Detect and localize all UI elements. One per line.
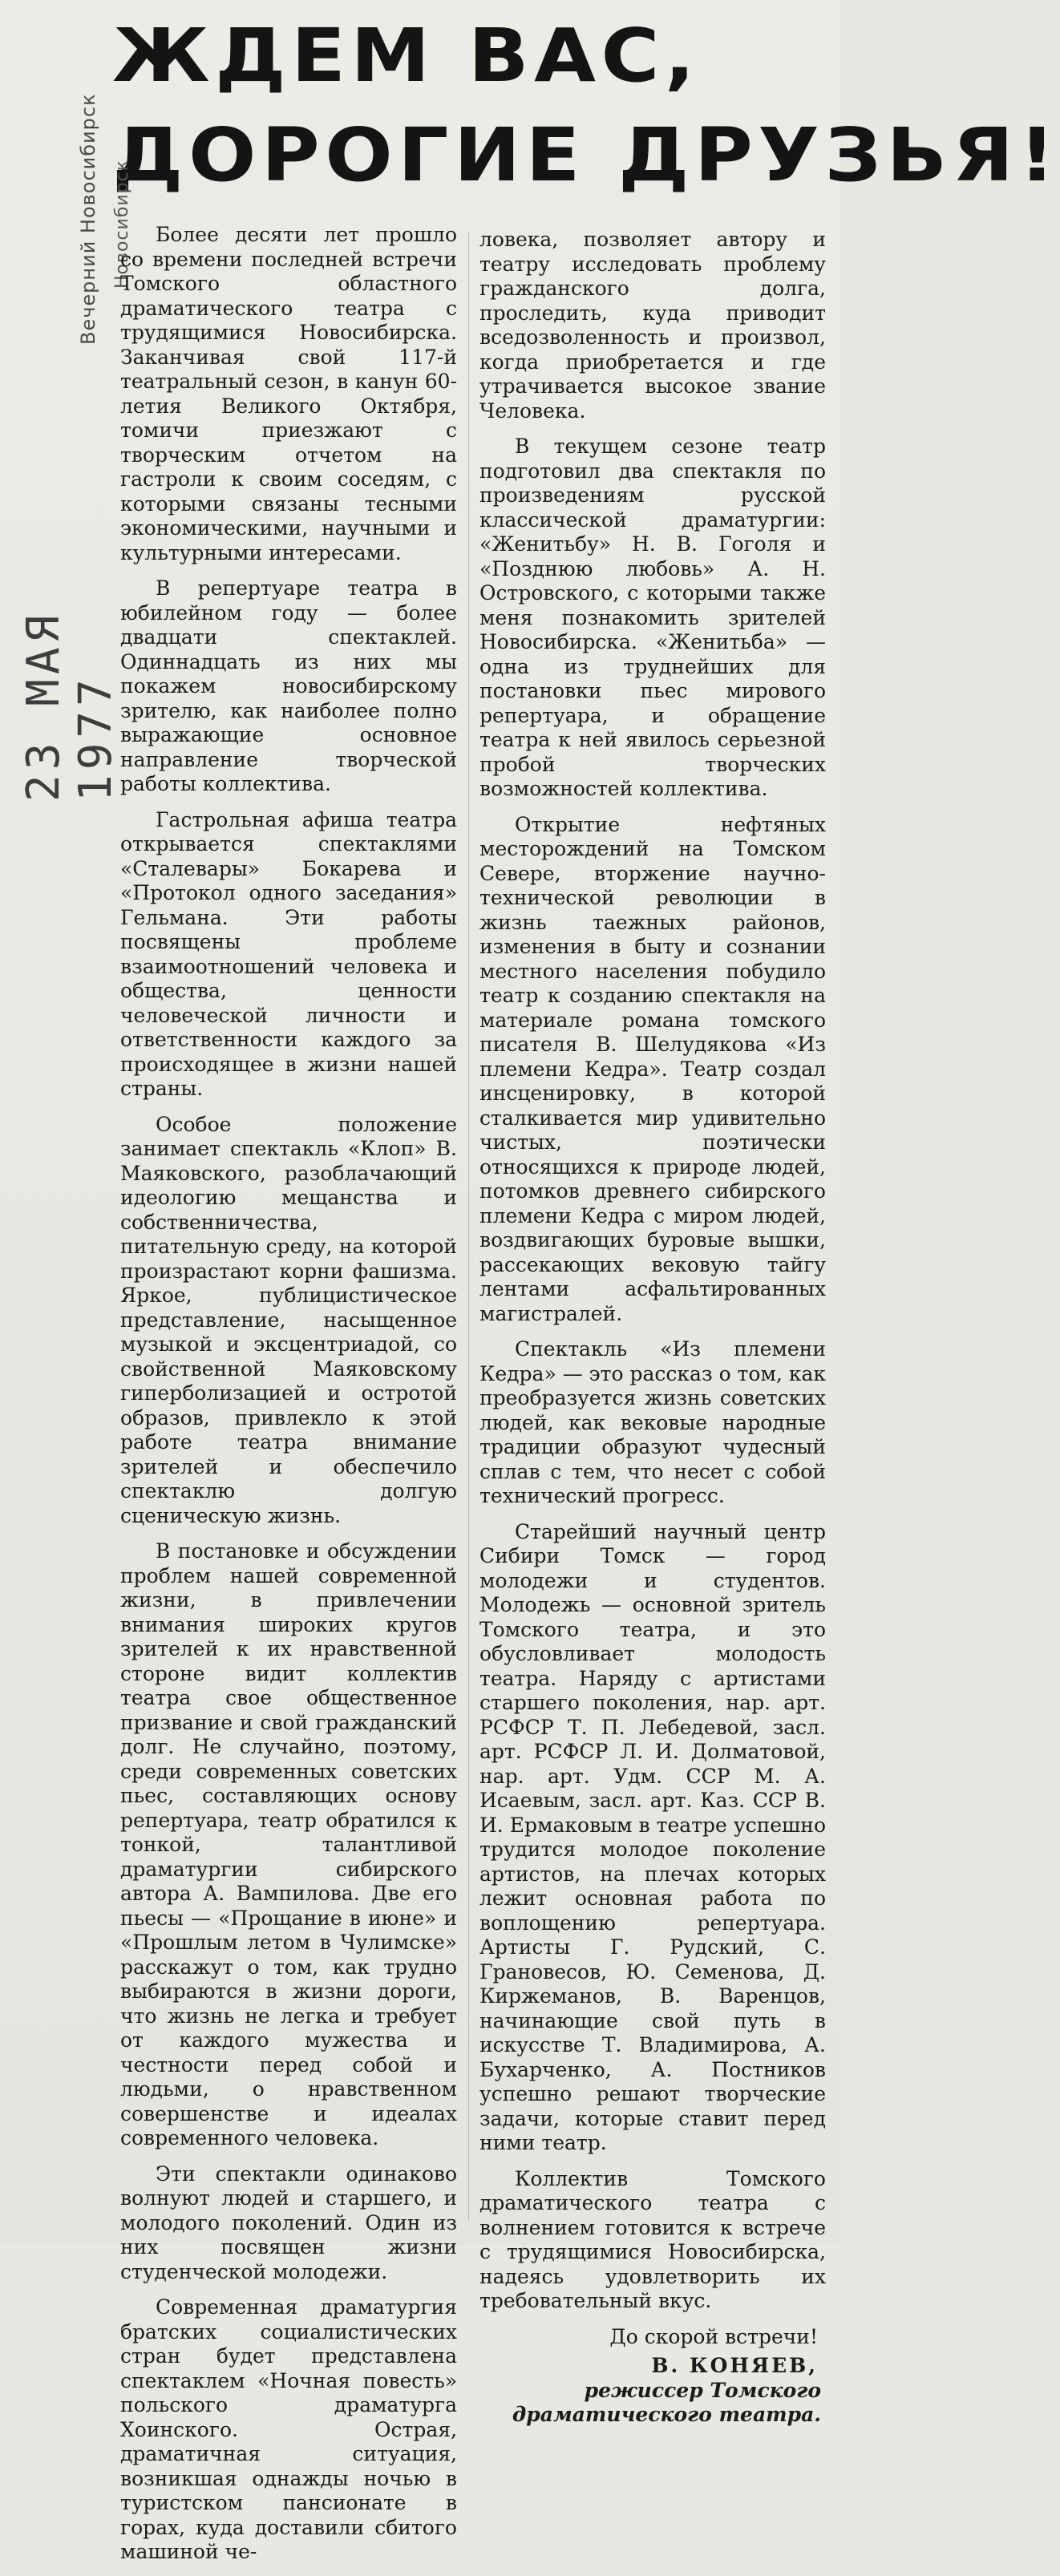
paragraph: Гастрольная афиша театра открывается спектаклями «Сталевары» Бокарева и «Протокол одного заседания» Гельмана. Эти работы посвящены проблеме взаимоотношений человека и общества, ценности человеческой личности и ответственности каждого за происходящее в жизни нашей страны. xyxy=(120,807,457,1100)
paragraph: Коллектив Томского драматического театра с волнением готовится к встрече с трудящимися Новосибирска, надеясь удовлетворить их требовательный вкус. xyxy=(479,2166,826,2312)
paragraph: В постановке и обсуждении проблем нашей современной жизни, в привлечении внимания широких кругов зрителей к их нравственной стороне видит коллектив театра свое общественное призвание и свой гражданский долг. Не случайно, поэтому, среди современных советских пьес, составляющих основу репертуара, театр обратился к тонкой, талантливой драматургии сибирского автора А. Вампилова. Две его пьесы — «Прощание в июне» и «Прошлым летом в Чулимске» расскажут о том, как трудно выбираются в жизни дороги, что жизнь не легка и требует от каждого мужества и честности перед собой и людьми, о нравственном совершенстве и идеалах современного человека. xyxy=(120,1539,457,2149)
date-stamp: 23 МАЯ 1977 xyxy=(18,610,122,802)
source-note: Вечерний Новосибирск xyxy=(77,93,99,345)
paragraph: Современная драматургия братских социалистических стран будет представлена спектаклем «Ночная повесть» польского драматурга Хоинского. Острая, драматичная ситуация, возникшая однажды ночью в туристском пансионате в горах, куда доставили сбитого машиной че- xyxy=(120,2295,457,2563)
signature-name: В. КОНЯЕВ, xyxy=(651,2354,818,2377)
headline xyxy=(112,6,1060,205)
column-divider xyxy=(468,233,469,2221)
left-column xyxy=(120,223,457,2576)
closing-line: До скорой встречи! xyxy=(609,2324,818,2348)
paragraph: Спектакль «Из племени Кедра» — это рассказ о том, как преобразуется жизнь советских людей, как вековые народные традиции образуют чудесный сплав с тем, что несет с собой технический прогресс. xyxy=(479,1337,826,1507)
source-note-extra: Новосибирск xyxy=(112,159,132,289)
paragraph: Старейший научный центр Сибири Томск — город молодежи и студентов. Молодежь — основной зритель Томского театра, и это обусловливает молодость театра. Наряду с артистами старшего поколения, нар. арт. РСФСР Т. П. Лебедевой, засл. арт. РСФСР Л. И. Долматовой, нар. арт. Удм. ССР М. А. Исаевым, засл. арт. Каз. ССР В. И. Ермаковым в театре успешно трудится молодое поколение артистов, на плечах которых лежит основная работа по воплощению репертуара. Артисты Г. Рудский, С. Грановесов, Ю. Семенова, Д. Киржеманов, В. Варенцов, начинающие свой путь в искусстве Т. Владимирова, А. Бухарченко, А. Постников успешно решают творческие задачи, которые ставит перед ними театр. xyxy=(479,1519,826,2154)
right-column xyxy=(479,228,826,2427)
paragraph: В текущем сезоне театр подготовил два спектакля по произведениям русской классической драматургии: «Женитьбу» Н. В. Гоголя и «Позднюю любовь» А. Н. Островского, с которыми также меня познакомить зрителей Новосибирска. «Женитьба» — одна из труднейших для постановки пьес мирового репертуара, и обращение театра к ней явилось серьезной пробой творческих возможностей коллектива. xyxy=(479,435,826,800)
paragraph: В репертуаре театра в юбилейном году — более двадцати спектаклей. Одиннадцать из них мы покажем новосибирскому зрителю, как наиболее полно выражающие основное направление творческой работы коллектива. xyxy=(120,576,457,795)
signature-role: режиссер Томского драматического театра. xyxy=(512,2378,821,2426)
paragraph: Более десяти лет прошло со времени последней встречи Томского областного драматического театра с трудящимися Новосибирска. Заканчивая свой 117-й театральный сезон, в канун 60-летия Великого Октября, томичи приезжают с творческим отчетом на гастроли к своим соседям, с которыми связаны тесными экономическими, научными и культурными интересами. xyxy=(120,223,457,564)
paragraph: Эти спектакли одинаково волнуют людей и старшего, и молодого поколений. Один из них посвящен жизни студенческой молодежи. xyxy=(120,2161,457,2283)
headline-line-1: ЖДЕМ ВАС, xyxy=(112,13,701,99)
headline-line-2: ДОРОГИЕ ДРУЗЬЯ! xyxy=(112,112,1060,198)
paragraph-continuation: ловека, позволяет автору и театру исследовать проблему гражданского долга, проследить, куда приводит вседозволенность и произвол, когда приобретается и где утрачивается высокое звание Человека. xyxy=(479,228,826,423)
paragraph: Особое положение занимает спектакль «Клоп» В. Маяковского, разоблачающий идеологию мещанства и собственничества, питательную среду, на которой произрастают корни фашизма. Яркое, публицистическое представление, насыщенное музыкой и эксцентриадой, со свойственной Маяковскому гиперболизацией и остротой образов, привлекло к этой работе театра внимание зрителей и обеспечило спектаклю долгую сценическую жизнь. xyxy=(120,1112,457,1527)
paragraph: Открытие нефтяных месторождений на Томском Севере, вторжение научно-технической революции в жизнь таежных районов, изменения в быту и сознании местного населения побудило театр к созданию спектакля на материале романа томского писателя В. Шелудякова «Из племени Кедра». Театр создал инсценировку, в которой сталкивается мир удивительно чистых, поэтически относящихся к природе людей, потомков древнего сибирского племени Кедра с миром людей, воздвигающих буровые вышки, рассекающих вековую тайгу лентами асфальтированных магистралей. xyxy=(479,812,826,1325)
